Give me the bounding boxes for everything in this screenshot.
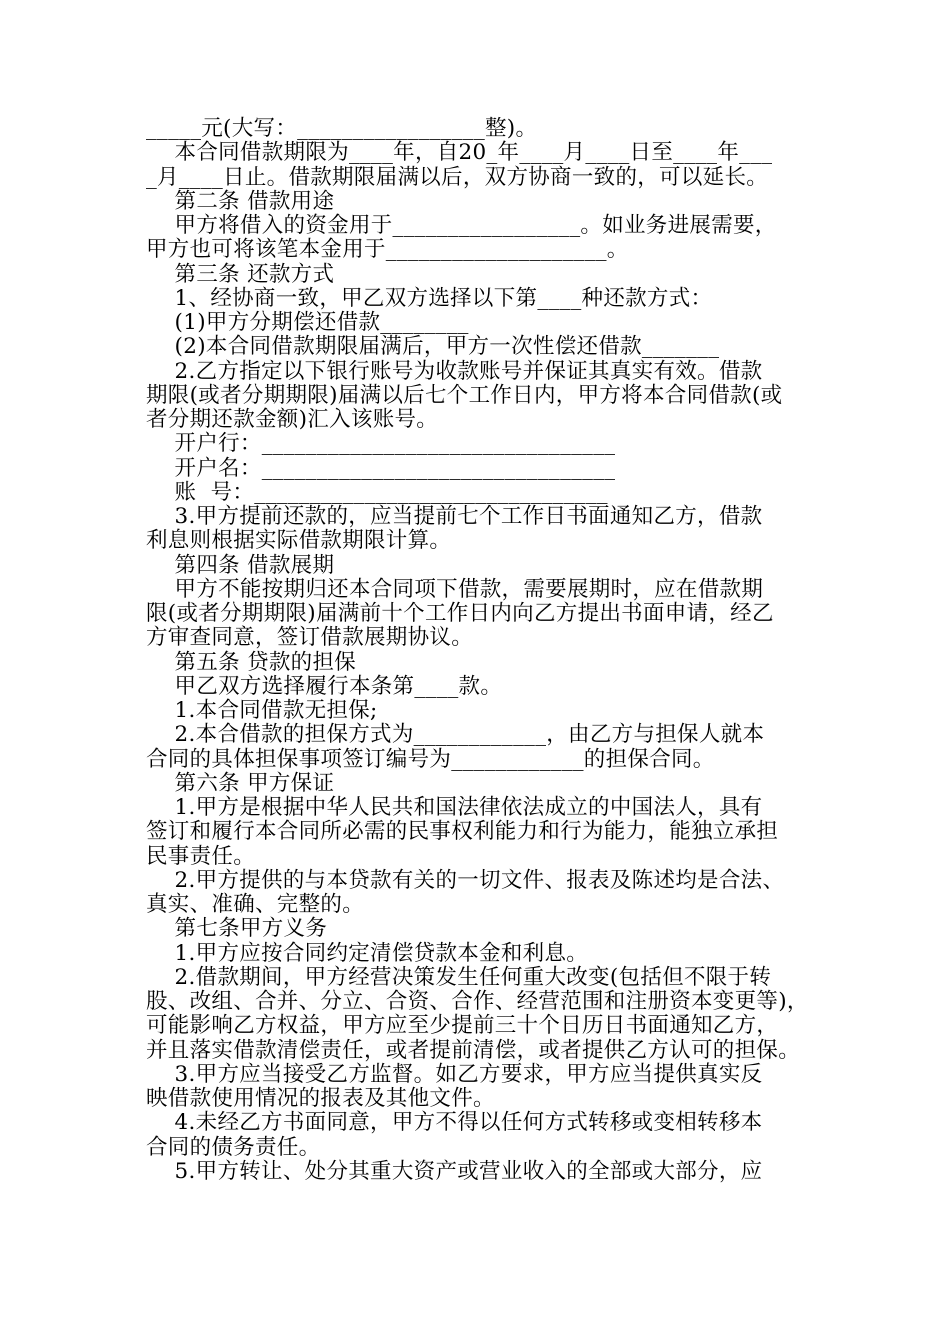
text-line: 2.乙方指定以下银行账号为收款账号并保证其真实有效。借款 [146, 359, 763, 384]
text-line: 5.甲方转让、处分其重大资产或营业收入的全部或大部分，应 [146, 1159, 763, 1184]
text-line: (1)甲方分期偿还借款________ [146, 310, 469, 335]
text-line: 第四条 借款展期 [146, 553, 335, 578]
text-line: 3.甲方应当接受乙方监督。如乙方要求，甲方应当提供真实反 [146, 1062, 763, 1087]
text-line: 甲方也可将该笔本金用于____________________。 [146, 237, 629, 262]
text-line: 者分期还款金额)汇入该账号。 [146, 407, 439, 432]
text-line: (2)本合同借款期限届满后，甲方一次性偿还借款_______ [146, 334, 720, 359]
text-line: 第五条 贷款的担保 [146, 650, 357, 675]
text-line: 期限(或者分期期限)届满以后七个工作日内，甲方将本合同借款(或 [146, 383, 783, 408]
text-line: 第二条 借款用途 [146, 189, 335, 214]
text-line: 可能影响乙方权益，甲方应至少提前三十个日历日书面通知乙方， [146, 1013, 779, 1038]
text-line: 签订和履行本合同所必需的民事权利能力和行为能力，能独立承担 [146, 819, 779, 844]
text-line: _月____日止。借款期限届满以后，双方协商一致的，可以延长。 [146, 165, 769, 190]
text-line: 1、经协商一致，甲乙双方选择以下第____种还款方式： [146, 286, 713, 311]
text-line: 3.甲方提前还款的，应当提前七个工作日书面通知乙方，借款 [146, 504, 763, 529]
text-line: 账 号：________________________________ [146, 480, 608, 505]
text-line: 甲方将借入的资金用于_________________。如业务进展需要， [146, 213, 777, 238]
text-line: 1.甲方应按合同约定清偿贷款本金和利息。 [146, 941, 589, 966]
text-line: 2.甲方提供的与本贷款有关的一切文件、报表及陈述均是合法、 [146, 868, 785, 893]
text-line: 利息则根据实际借款期限计算。 [146, 528, 452, 553]
text-line: 第七条甲方义务 [146, 916, 328, 941]
text-line: _____元(大写：_________________整)。 [146, 116, 538, 141]
text-line: 真实、准确、完整的。 [146, 892, 365, 917]
text-line: 映借款使用情况的报表及其他文件。 [146, 1086, 495, 1111]
text-line: 甲乙双方选择履行本条第____款。 [146, 674, 503, 699]
text-line: 并且落实借款清偿责任，或者提前清偿，或者提供乙方认可的担保。 [146, 1038, 801, 1063]
text-line: 甲方不能按期归还本合同项下借款，需要展期时，应在借款期 [146, 577, 764, 602]
text-line: 2.借款期间，甲方经营决策发生任何重大改变(包括但不限于转 [146, 965, 772, 990]
text-line: 第三条 还款方式 [146, 262, 335, 287]
text-line: 1.本合同借款无担保; [146, 698, 378, 723]
text-line: 第六条 甲方保证 [146, 771, 335, 796]
text-line: 限(或者分期期限)届满前十个工作日内向乙方提出书面申请，经乙 [146, 601, 774, 626]
text-line: 合同的债务责任。 [146, 1135, 321, 1160]
text-line: 开户行：________________________________ [146, 431, 616, 456]
text-line: 股、改组、合并、分立、合资、合作、经营范围和注册资本变更等)， [146, 989, 809, 1014]
text-line: 合同的具体担保事项签订编号为____________的担保合同。 [146, 747, 715, 772]
text-line: 本合同借款期限为____年，自20_年____月____日至____年___ [146, 140, 773, 165]
text-line: 1.甲方是根据中华人民共和国法律依法成立的中国法人，具有 [146, 795, 763, 820]
text-line: 2.本合借款的担保方式为____________，由乙方与担保人就本 [146, 722, 765, 747]
text-line: 4.未经乙方书面同意，甲方不得以任何方式转移或变相转移本 [146, 1110, 763, 1135]
text-line: 方审查同意，签订借款展期协议。 [146, 625, 474, 650]
text-line: 开户名：________________________________ [146, 456, 616, 481]
text-line: 民事责任。 [146, 844, 256, 869]
